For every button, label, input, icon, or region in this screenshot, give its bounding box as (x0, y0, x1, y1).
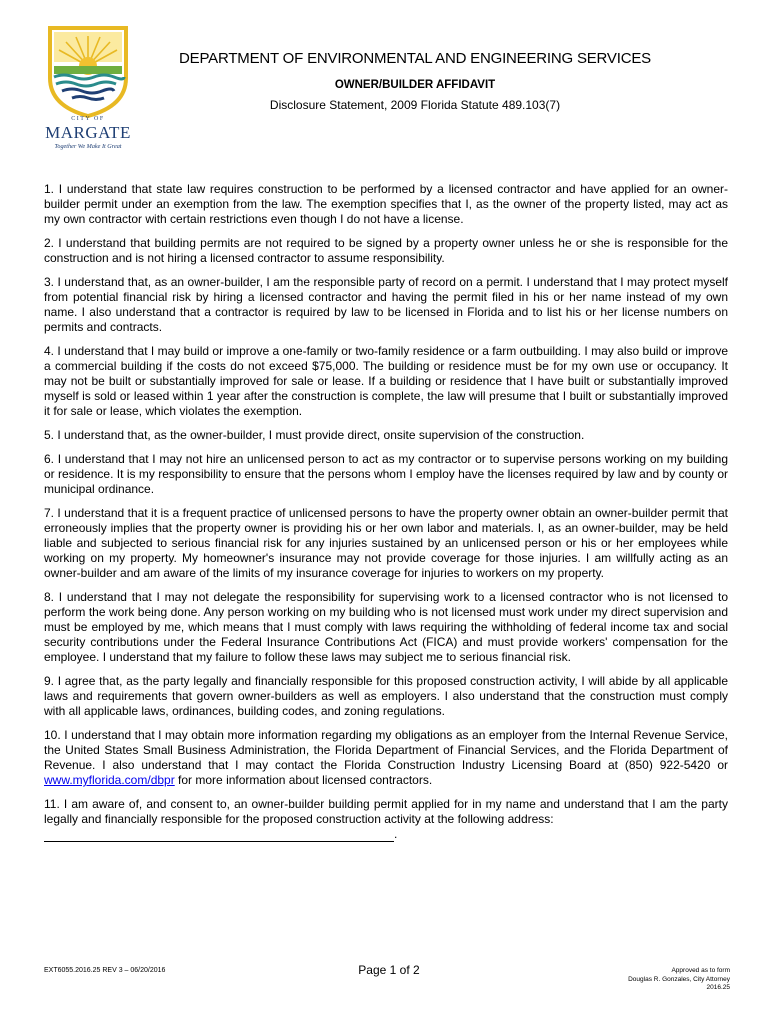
paragraph-1: 1. I understand that state law requires construction to be performed by a licensed contractor and have applied for an owner- builder permit under an exemption from the law. The exemption specifies that I, as the owner of the property listed, may act as my own contractor with certain restrictions even though I do not have a license. (44, 182, 728, 226)
margate-emblem-icon (40, 22, 136, 118)
form-code: EXT6055.2016.25 REV 3 – 06/20/2016 (44, 967, 166, 974)
paragraph-8: 8. I understand that I may not delegate the responsibility for supervising work to a licensed contractor who is not licensed to perform the work being done. Any person working on my building who is not licensed must work under my direct supervision and must be employed by me, which means that I must comply with laws requiring the withholding of federal income tax and social security contributions under the Federal Insurance Contributions Act (FICA) and must provide workers' compensation for the employee. I understand that my failure to follow these laws may subject me to serious financial risk. (44, 590, 728, 664)
paragraph-2: 2. I understand that building permits are not required to be signed by a property owner unless he or she is responsible for the construction and is not hiring a licensed contractor to assume responsibility. (44, 236, 728, 265)
paragraph-6: 6. I understand that I may not hire an unlicensed person to act as my contractor or to supervise persons working on my building or residence. It is my responsibility to ensure that the persons whom I employ have the licenses required by law and by county or municipal ordinance. (44, 452, 728, 496)
form-title: OWNER/BUILDER AFFIDAVIT (334, 79, 496, 91)
paragraph-10 (44, 728, 728, 788)
paragraph-4: 4. I understand that I may build or improve a one-family or two-family residence or a farm outbuilding. I may also build or improve a commercial building if the costs do not exceed $75,000. The building or residence must be for my own use or occupancy. It may not be built or substantially improved for sale or lease. If a building or residence that I have built or substantially improved myself is sold or leased within 1 year after the construction is complete, the law will presume that I built or substantially improved it for sale or lease, which violates the exemption. (44, 344, 728, 418)
department-heading: DEPARTMENT OF ENVIRONMENTAL AND ENGINEERING SERVICES (179, 50, 651, 67)
paragraph-11 (44, 797, 728, 842)
paragraph-9: 9. I agree that, as the party legally and financially responsible for this proposed construction activity, I will abide by all applicable laws and requirements that govern owner-builders as well as employers. I also understand that the construction must comply with all applicable laws, ordinances, building codes, and zoning regulations. (44, 674, 728, 718)
logo-city-name: MARGATE (45, 123, 131, 142)
paragraph-11-text: 11. I am aware of, and consent to, an owner-builder building permit applied for in my name and understand that I am the party legally and financially responsible for the proposed construction activity at the following address: (44, 797, 728, 826)
disclosure-statement: Disclosure Statement, 2009 Florida Statute 489.103(7) (269, 98, 561, 112)
paragraph-10-text: 10. I understand that I may obtain more information regarding my obligations as an employer from the Internal Revenue Service, the United States Small Business Administration, the Florida Department of Financial Services, and the Florida Department of Revenue. I also understand that I may contact the Florida Construction Industry Licensing Board at (850) 922-5420 or (44, 728, 728, 772)
city-logo (40, 22, 136, 150)
logo-tagline: Together We Make It Great (54, 143, 122, 150)
logo-city-of: CITY OF (71, 116, 105, 122)
approval-line-1: Approved as to form (671, 967, 730, 974)
paragraph-7: 7. I understand that it is a frequent practice of unlicensed persons to have the property owner obtain an owner-builder permit that erroneously implies that the property owner is providing his or her own labor and materials. I, as an owner-builder, may be held liable and subjected to serious financial risk for any injuries sustained by an unlicensed person or his or her employees while working on my property. My homeowner's insurance may not provide coverage for those injuries. I am willfully acting as an owner-builder and am aware of the limits of my insurance coverage for injuries to workers on my property. (44, 506, 728, 580)
paragraph-10-tail: for more information about licensed contractors. (174, 773, 433, 787)
approval-note (628, 967, 730, 993)
page-number: Page 1 of 2 (358, 963, 420, 977)
affidavit-body (44, 182, 728, 851)
approval-line-2: Douglas R. Gonzales, City Attorney (628, 975, 730, 983)
approval-line-3: 2016.25 (706, 984, 730, 991)
address-period: . (394, 827, 398, 841)
paragraph-3: 3. I understand that, as an owner-builder, I am the responsible party of record on a permit. I understand that I may protect myself from potential financial risk by hiring a licensed contractor and having the permit filed in his or her name instead of my own name. I also understand that a contractor is required by law to be licensed in Florida and to list his or her license numbers on permits and contracts. (44, 275, 728, 334)
paragraph-5: 5. I understand that, as the owner-builder, I must provide direct, onsite supervision of the construction. (44, 428, 585, 442)
dbpr-link[interactable]: www.myflorida.com/dbpr (44, 773, 175, 787)
address-field[interactable] (44, 829, 394, 842)
